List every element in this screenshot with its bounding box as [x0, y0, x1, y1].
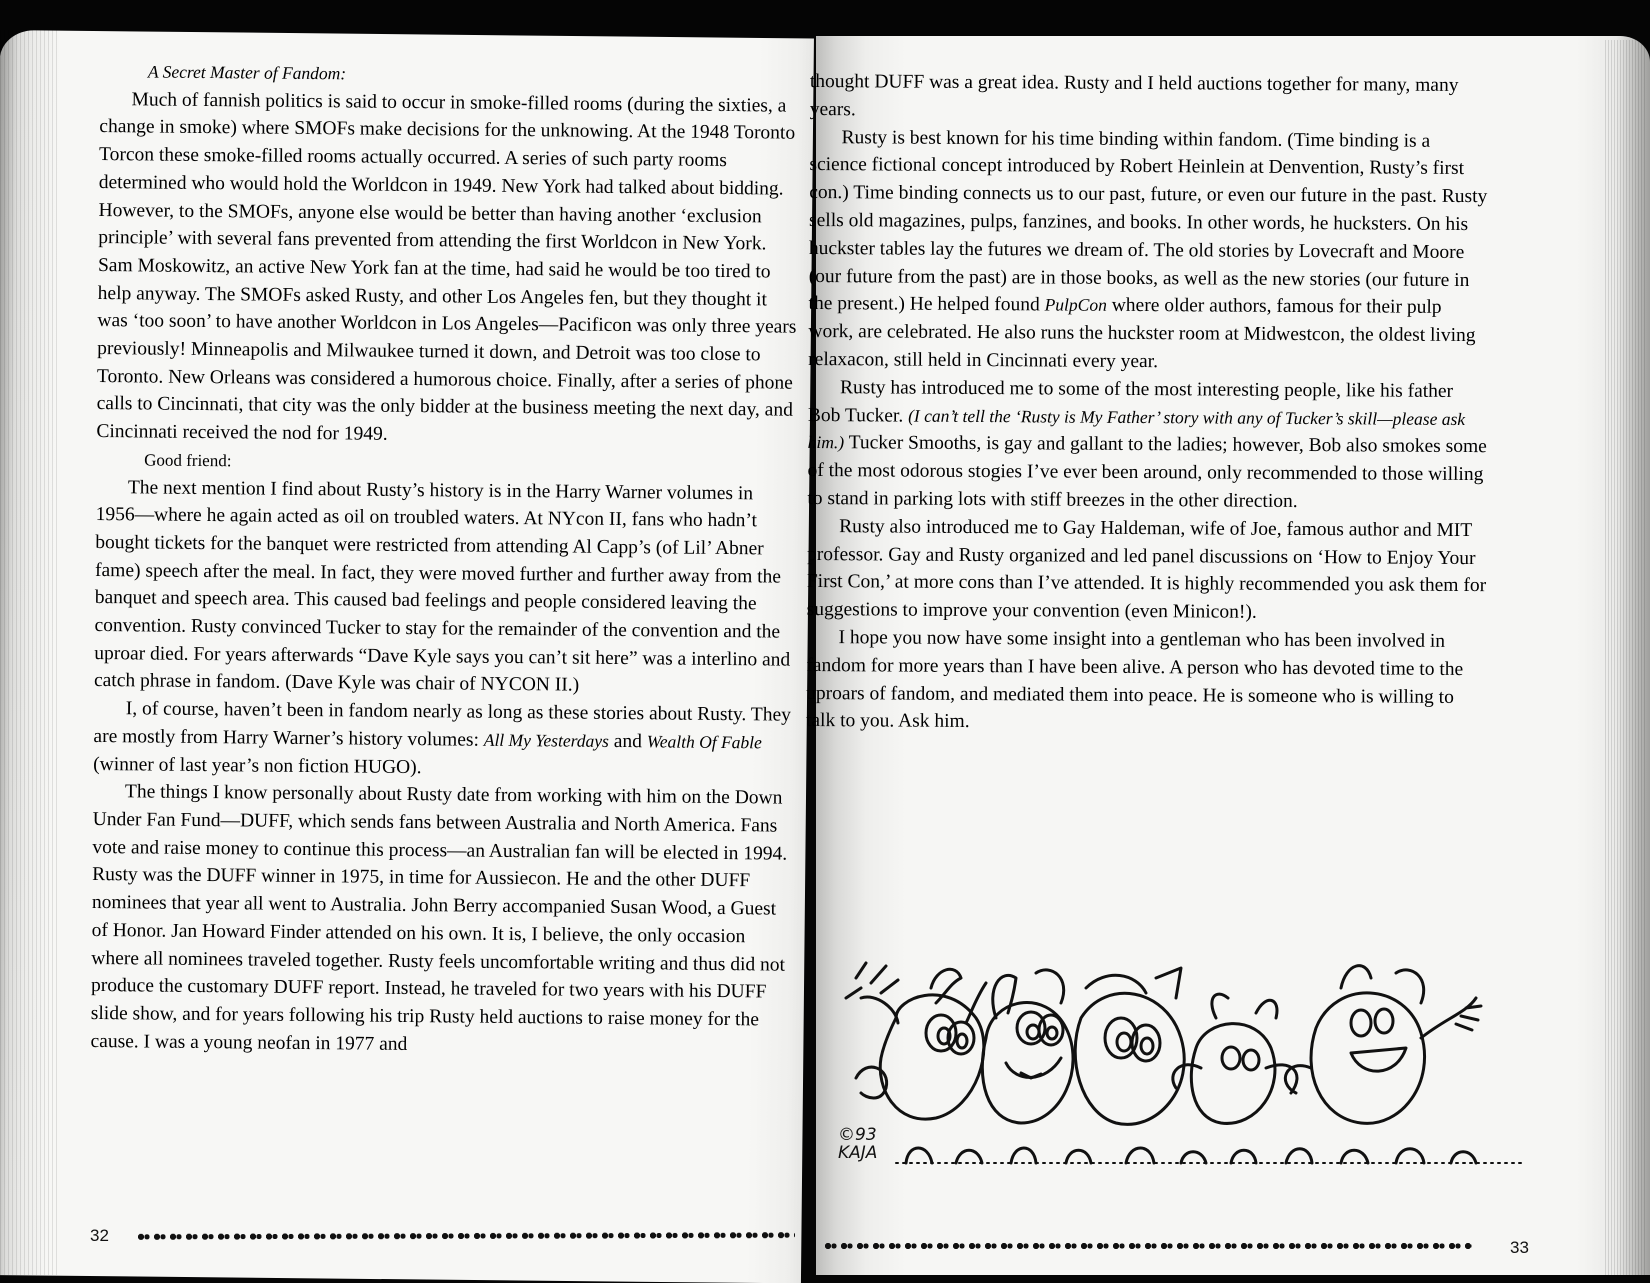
cartoon-illustration [836, 958, 1536, 1178]
paragraph: Rusty also introduced me to Gay Haldeman, wife of Joe, famous author and MIT professor. Gay and Rusty organized and led panel discussions on ‘How to Enjoy Your First Con,’ at more cons than I’ve attended. It is highly recommended you ask them for suggestions to improve your convention (even Minicon!). [806, 515, 1487, 623]
left-page-body [90, 58, 800, 1062]
event-title: PulpCon [1044, 294, 1107, 316]
right-page-body [806, 68, 1490, 739]
paragraph: The next mention I find about Rusty’s history is in the Harry Warner volumes in 1956—where he again acted as oil on troubled waters. At NYcon II, fans who hadn’t bought tickets for the banquet were restricted from attending Al Capp’s (of Lil’ Abner fame) speech after the meal. In fact, they were moved further and further away from the banquet and speech area. This caused bad feelings and people considered leaving the convention. Rusty convinced Tucker to stay for the remainder of the convention and the uproar died. For years afterwards “Dave Kyle says you can’t sit here” was a interlino and catch phrase in fandom. (Dave Kyle was chair of NYCON II.) [93, 476, 791, 697]
book-title: Wealth Of Fable [646, 731, 762, 753]
paragraph: Rusty is best known for his time binding within fandom. (Time binding is a science fictional concept introduced by Robert Heinlein at Denvention, Rusty’s first con.) Time binding connects us to our past, future, or even our future in the past. Rusty sells old magazines, pulps, fanzines, and books. In other words, he hucksters. On his huckster tables lay the futures we dream of. The old stories by Lovecraft and Moore (our future from the past) are in those books, as well as the new stories (our future in the present.) He helped found PulpCon where older authors, famous for their pulp work, are celebrated. He also runs the huckster room at Midwestcon, the oldest living relaxacon, still held in Cincinnati every year. [808, 126, 1488, 373]
paragraph: I hope you now have some insight into a gentleman who has been involved in fandom for more years than I have been alive. A person who has devoted time to the uproars of fandom, and mediated them into peace. He is someone who is willing to talk to you. Ask him. [805, 627, 1464, 733]
page-number-left: 32 [90, 1226, 109, 1245]
page-number-right: 33 [1510, 1238, 1529, 1257]
paragraph: Much of fannish politics is said to occur in smoke-filled rooms (during the sixties, a change in smoke) where SMOFs make decisions for the unknowing. At the 1948 Toronto Torcon these smoke-filled rooms actually occurred. A series of such party rooms determined who would hold the Worldcon in 1949. New York had talked about bidding. However, to the SMOFs, anyone else would be better than having another ‘exclusion principle’ with several fans prevented from attending the first Worldcon in New York. Sam Moskowitz, an active New York fan at the time, had said he would be too tired to help anyway. The SMOFs asked Rusty, and other Los Angeles fen, but they thought it was ‘too soon’ to have another Worldcon in Los Angeles—Pacificon was only three years previously! Minneapolis and Milwaukee turned it down, and Detroit was too close to Toronto. New Orleans was considered a humorous choice. Finally, after a series of phone calls to Cincinnati, that city was the only bidder at the business meeting the next day, and Cincinnati received the nod for 1949. [96, 89, 797, 445]
section-heading-smof: A Secret Master of Fandom: [147, 61, 347, 84]
ornament-rule-right [822, 1240, 1472, 1252]
paragraph: thought DUFF was a great idea. Rusty and I held auctions together for many, many years. [809, 70, 1459, 121]
aside: (I can’t tell the ‘Rusty is My Father’ story with any of Tucker’s skill—please ask him.) [807, 405, 1466, 453]
paragraph: I, of course, haven’t been in fandom nearly as long as these stories about Rusty. They are mostly from Harry Warner’s history volumes: All My Yesterdays and Wealth Of Fable (winner of last year’s non fiction HUGO). [93, 698, 792, 778]
paragraph: The things I know personally about Rusty date from working with him on the Down Under Fan Fund—DUFF, which sends fans between Australia and North America. Fans vote and raise money to continue this process—an Australian fan will be elected in 1994. Rusty was the DUFF winner in 1975, in time for Aussiecon. He and the other DUFF nominees that year all went to Australia. John Berry accompanied Susan Wood, a Guest of Honor. Jan Howard Finder attended on his own. It is, I believe, the only occasion where all nominees traveled together. Rusty feels uncomfortable writing and thus did not produce the customary DUFF report. Instead, he traveled for two years with his DUFF slide show, and for years following his trip Rusty held auctions to raise money for the cause. I was a young neofan in 1977 and [90, 781, 788, 1055]
ornament-rule-left [135, 1229, 795, 1243]
cartoon-signature: ©93 KAJA [838, 1125, 878, 1163]
paragraph: Rusty has introduced me to some of the most interesting people, like his father Bob Tucker. (I can’t tell the ‘Rusty is My Father’ story with any of Tucker’s skill—please ask him.) Tucker Smooths, is gay and gallant to the ladies; however, Bob also smokes some of the most odorous stogies I’ve ever been around, only recommended to those willing to stand in parking lots with stiff breezes in the other direction. [807, 376, 1487, 512]
section-heading-good-friend: Good friend: [144, 450, 232, 471]
book-title: All My Yesterdays [483, 729, 610, 751]
